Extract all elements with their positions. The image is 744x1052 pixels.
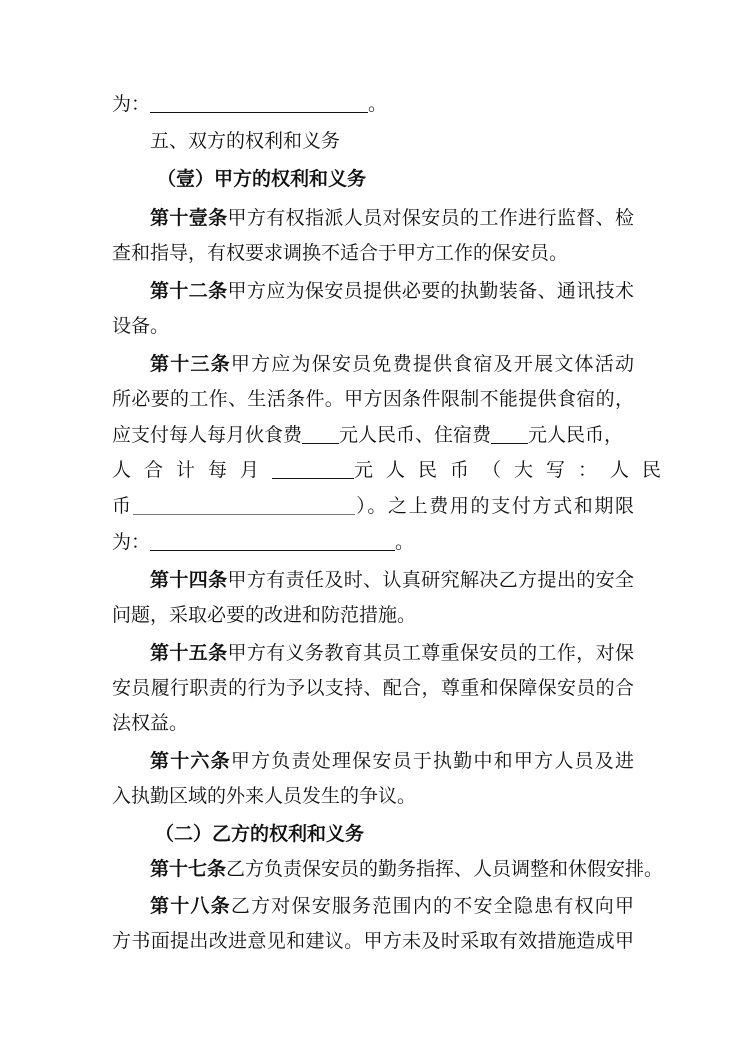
blank-field[interactable] xyxy=(150,92,368,113)
payment-method-blank[interactable] xyxy=(150,530,395,551)
line-text: ）。之上费用的支付方式和期限 xyxy=(354,495,634,517)
article-13-line-4 xyxy=(112,458,675,484)
article-12-line-1 xyxy=(150,279,634,305)
article-12-line-2: 设备。 xyxy=(112,315,170,337)
section-title: 五、双方的权利和义务 xyxy=(150,130,341,152)
article-16-line-2: 入执勤区域的外来人员发生的争议。 xyxy=(112,785,417,807)
line-text: 元人民币、住宿费 xyxy=(339,424,492,446)
article-15-line-1 xyxy=(150,641,634,667)
line-text: 为： xyxy=(112,531,151,553)
article-text: 甲方负责处理保安员于执勤中和甲方人员及进 xyxy=(230,750,634,772)
part-a-heading: （壹）甲方的权利和义务 xyxy=(157,168,367,190)
lodging-fee-blank[interactable] xyxy=(491,423,528,444)
article-18-line-2: 方书面提出改进意见和建议。甲方未及时采取有效措施造成甲 xyxy=(112,930,634,952)
article-label: 第十壹条 xyxy=(150,207,228,229)
article-label: 第十七条 xyxy=(150,858,227,880)
article-13-line-5 xyxy=(112,494,634,520)
article-label: 第十二条 xyxy=(150,280,228,302)
line-text: 元人民币， xyxy=(528,424,624,446)
article-text: 乙方对保安服务范围内的不安全隐患有权向甲 xyxy=(230,895,634,917)
article-15-line-3: 法权益。 xyxy=(112,712,189,734)
article-16-line-1 xyxy=(150,749,634,775)
monthly-total-blank[interactable] xyxy=(272,458,354,479)
text-line xyxy=(112,92,634,118)
line-text: 为： xyxy=(112,93,151,115)
line-text: 人合计每月 xyxy=(112,459,273,481)
article-label: 第十三条 xyxy=(150,353,231,375)
article-18-line-1 xyxy=(150,894,634,920)
line-text: 元人民币（大写：人民 xyxy=(354,459,675,481)
article-text: 甲方应为保安员免费提供食宿及开展文体活动 xyxy=(230,353,634,375)
article-11-line-2: 查和指导，有权要求调换不适合于甲方工作的保安员。 xyxy=(112,242,569,264)
article-14-line-2: 问题，采取必要的改进和防范措施。 xyxy=(112,604,417,626)
article-text: 甲方有权指派人员对保安员的工作进行监督、检 xyxy=(227,207,634,229)
line-text: 币 xyxy=(112,495,133,517)
article-17-line-1 xyxy=(150,857,664,883)
line-text: 。 xyxy=(368,93,388,115)
line-text: 应支付每人每月伙食费 xyxy=(112,424,303,446)
article-text: 甲方有责任及时、认真研究解决乙方提出的安全 xyxy=(227,569,634,591)
article-label: 第十八条 xyxy=(150,895,231,917)
article-13-line-2: 所必要的工作、生活条件。甲方因条件限制不能提供食宿的， xyxy=(112,388,634,410)
line-text: 。 xyxy=(395,531,415,553)
article-14-line-1 xyxy=(150,568,634,594)
article-label: 第十四条 xyxy=(150,569,228,591)
article-13-line-3 xyxy=(112,423,634,449)
article-13-line-1 xyxy=(150,352,634,378)
article-label: 第十六条 xyxy=(150,750,231,772)
article-11-line-1 xyxy=(150,206,634,232)
article-15-line-2: 安员履行职责的行为予以支持、配合，尊重和保障保安员的合 xyxy=(112,677,634,699)
article-text: 甲方应为保安员提供必要的执勤装备、通讯技术 xyxy=(227,280,634,302)
food-fee-blank[interactable] xyxy=(302,423,339,444)
amount-in-words-blank[interactable] xyxy=(133,494,355,515)
part-b-heading: （二）乙方的权利和义务 xyxy=(155,823,365,845)
article-text: 乙方负责保安员的勤务指挥、人员调整和休假安排。 xyxy=(226,858,664,880)
article-label: 第十五条 xyxy=(150,642,228,664)
article-13-line-6 xyxy=(112,530,634,556)
article-text: 甲方有义务教育其员工尊重保安员的工作，对保 xyxy=(227,642,634,664)
